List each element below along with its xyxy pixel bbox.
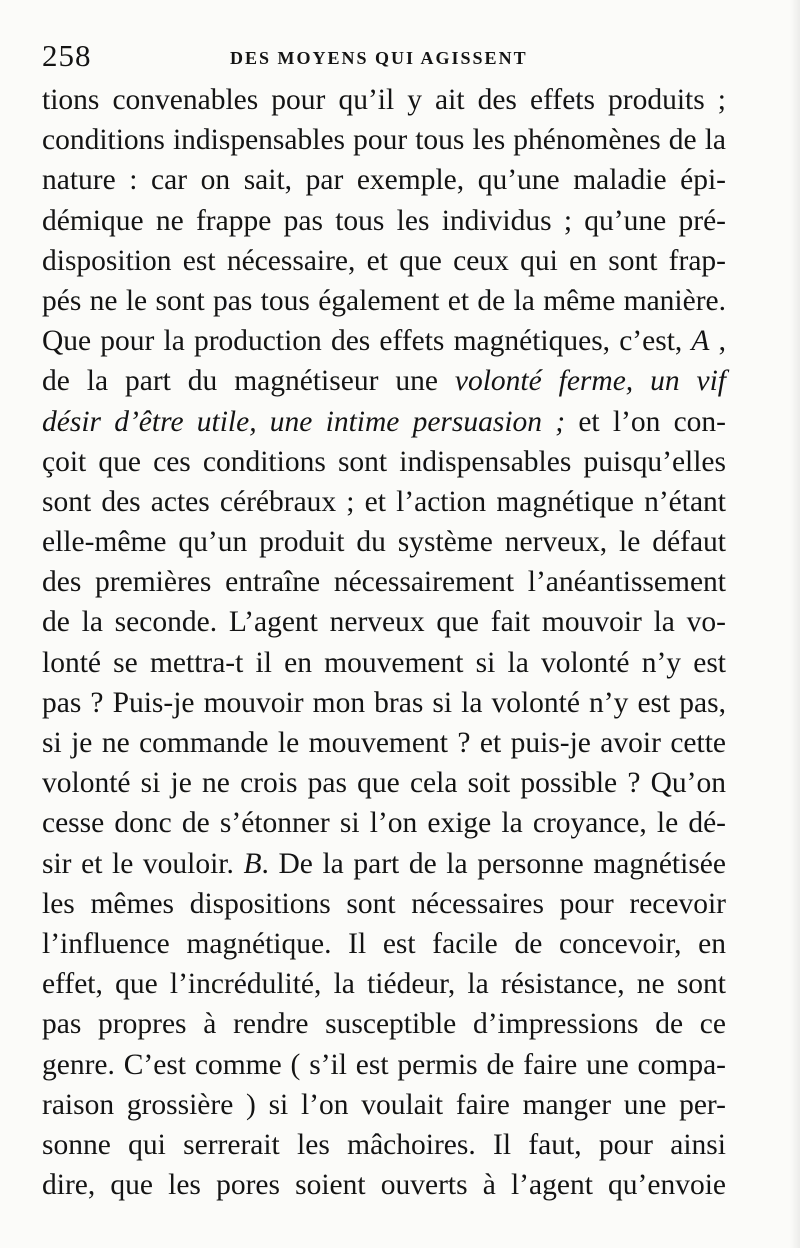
italic-text-segment: volonté ferme, un vif [454,365,727,398]
text-line [42,884,726,924]
text-line [42,924,726,964]
text-segment: . De la part de la personne magnétisée [261,847,726,880]
text-line [42,1165,726,1205]
text-line [42,803,726,843]
text-segment: tions convenables pour qu’il y ait des effets produits ; [42,84,726,116]
text-segment: pés ne le sont pas tous également et de la même manière. [42,284,726,317]
text-line [42,844,726,884]
text-segment: disposition est nécessaire, et que ceux qui en sont frap- [42,244,726,277]
text-line [42,321,726,361]
running-head: DES MOYENS QUI AGISSENT [230,48,528,68]
text-line [42,361,726,401]
text-line [42,120,726,160]
text-line [42,643,726,683]
text-segment: si je ne commande le mouvement ? et puis-je avoir cette [42,727,726,759]
text-line [42,80,726,120]
text-segment: Que pour la production des effets magnétiques, c’est, [42,325,692,358]
text-segment: dire, que les pores soient ouverts à l’agent qu’envoie [42,1169,726,1202]
text-segment: nature : car on sait, par exemple, qu’une maladie épi- [42,164,726,197]
text-segment: et l’on con- [565,405,726,438]
text-line [42,482,726,522]
text-segment: çoit que ces conditions sont indispensables puisqu’elles [42,445,726,478]
text-segment: elle-même qu’un produit du système nerveux, le défaut [42,526,726,559]
text-segment: , [709,325,726,358]
body-text [42,80,726,1205]
text-segment: de la seconde. L’agent nerveux que fait mouvoir la vo- [42,606,726,639]
italic-text-segment: B [243,847,262,880]
text-segment: sir et le vouloir. [42,847,244,880]
text-line [42,683,726,723]
text-segment: des premières entraîne nécessairement l’anéantissement [42,566,726,599]
text-line [42,1125,726,1165]
text-line [42,522,726,562]
text-line [42,442,726,482]
text-line [42,281,726,321]
text-segment: l’influence magnétique. Il est facile de concevoir, en [42,927,726,960]
text-segment: sont des actes cérébraux ; et l’action magnétique n’étant [42,485,726,518]
text-segment: raison grossière ) si l’on voulait faire manger une per- [42,1088,726,1121]
text-line [42,1045,726,1085]
text-segment: démique ne frappe pas tous les individus ; qu’une pré- [42,204,726,237]
page-number: 258 [42,38,92,73]
text-segment: conditions indispensables pour tous les phénomènes de la [42,124,726,157]
page-edge-shadow [790,0,800,1248]
text-line [42,562,726,602]
text-segment: pas ? Puis-je mouvoir mon bras si la volonté n’y est pas, [42,686,726,719]
italic-text-segment: désir d’être utile, une intime persuasion ; [42,405,566,438]
text-segment: les mêmes dispositions sont nécessaires pour recevoir [42,887,726,920]
text-segment: volonté si je ne crois pas que cela soit possible ? Qu’on [42,767,726,800]
text-segment: cesse donc de s’étonner si l’on exige la croyance, le dé- [42,807,726,840]
text-line [42,763,726,803]
text-line [42,160,726,200]
text-line [42,1085,726,1125]
text-segment: de la part du magnétiseur une [42,365,455,398]
text-line [42,402,726,442]
text-segment: pas propres à rendre susceptible d’impressions de ce [42,1008,726,1041]
text-line [42,1004,726,1044]
text-line [42,723,726,763]
text-line [42,241,726,281]
italic-text-segment: A [691,325,710,358]
text-line [42,201,726,241]
text-line [42,964,726,1004]
text-segment: sonne qui serrerait les mâchoires. Il faut, pour ainsi [42,1128,726,1161]
text-segment: effet, que l’incrédulité, la tiédeur, la résistance, ne sont [42,968,726,1001]
text-segment: lonté se mettra-t il en mouvement si la volonté n’y est [42,646,726,679]
text-line [42,602,726,642]
text-segment: genre. C’est comme ( s’il est permis de faire une compa- [42,1048,726,1081]
page-header [42,34,742,74]
